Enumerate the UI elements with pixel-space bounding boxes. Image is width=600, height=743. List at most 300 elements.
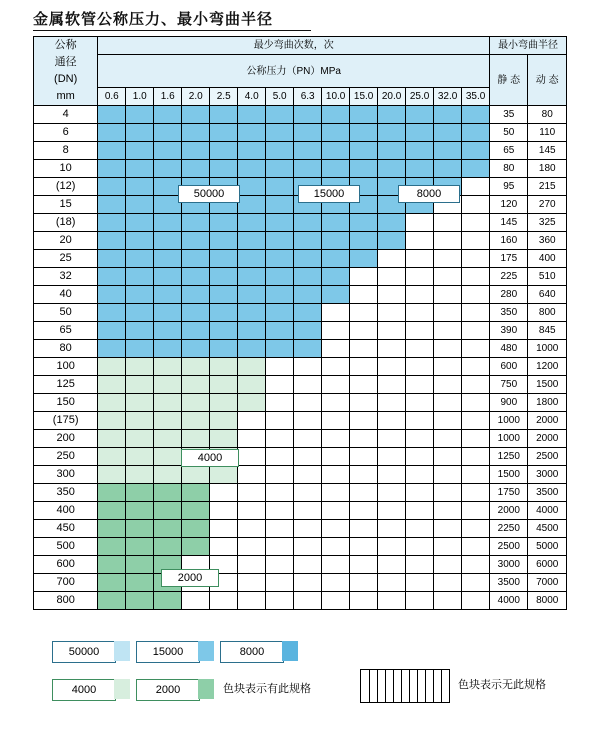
dn-value: 6 — [34, 124, 98, 142]
cell-(175)-25.0 — [406, 412, 434, 430]
cell-200-2.5 — [210, 430, 238, 448]
page-title: 金属软管公称压力、最小弯曲半径 — [33, 12, 274, 28]
cell-8-1.6 — [154, 142, 182, 160]
cell-400-2.0 — [182, 502, 210, 520]
static-radius: 1000 — [490, 430, 528, 448]
static-radius: 900 — [490, 394, 528, 412]
cell-(175)-15.0 — [350, 412, 378, 430]
cell-600-35.0 — [462, 556, 490, 574]
cell-400-0.6 — [98, 502, 126, 520]
cell-125-2.5 — [210, 376, 238, 394]
cell-65-20.0 — [378, 322, 406, 340]
table-row — [34, 358, 567, 376]
cell-10-6.3 — [294, 160, 322, 178]
cell-500-35.0 — [462, 538, 490, 556]
cell-50-5.0 — [266, 304, 294, 322]
cell-20-1.0 — [126, 232, 154, 250]
table-row — [34, 106, 567, 124]
hatch-line — [409, 670, 410, 702]
dn-value: 32 — [34, 268, 98, 286]
cell-(18)-0.6 — [98, 214, 126, 232]
legend-item-4000: 4000 — [52, 679, 116, 701]
cell-40-1.6 — [154, 286, 182, 304]
pressure-col-35.0: 35.0 — [462, 88, 490, 106]
static-radius: 80 — [490, 160, 528, 178]
cell-800-1.0 — [126, 592, 154, 610]
cell-300-25.0 — [406, 466, 434, 484]
cell-6-2.5 — [210, 124, 238, 142]
cell-20-6.3 — [294, 232, 322, 250]
pressure-col-4.0: 4.0 — [238, 88, 266, 106]
dn-value: 150 — [34, 394, 98, 412]
cell-65-15.0 — [350, 322, 378, 340]
cell-25-5.0 — [266, 250, 294, 268]
table-row — [34, 160, 567, 178]
cell-600-6.3 — [294, 556, 322, 574]
table-row — [34, 250, 567, 268]
cell-200-10.0 — [322, 430, 350, 448]
cell-400-6.3 — [294, 502, 322, 520]
cell-65-5.0 — [266, 322, 294, 340]
cell-125-25.0 — [406, 376, 434, 394]
cell-10-4.0 — [238, 160, 266, 178]
cell-300-35.0 — [462, 466, 490, 484]
cell-100-10.0 — [322, 358, 350, 376]
cell-80-32.0 — [434, 340, 462, 358]
cell-700-0.6 — [98, 574, 126, 592]
cell-100-15.0 — [350, 358, 378, 376]
cell-32-1.0 — [126, 268, 154, 286]
table-row — [34, 214, 567, 232]
table-row — [34, 430, 567, 448]
cell-800-35.0 — [462, 592, 490, 610]
cell-20-10.0 — [322, 232, 350, 250]
cell-20-2.5 — [210, 232, 238, 250]
legend-chip-green — [198, 679, 214, 699]
cell-4-1.6 — [154, 106, 182, 124]
cell-20-15.0 — [350, 232, 378, 250]
cell-6-6.3 — [294, 124, 322, 142]
static-radius: 50 — [490, 124, 528, 142]
dynamic-radius: 2000 — [528, 430, 567, 448]
cell-250-4.0 — [238, 448, 266, 466]
hatch-line — [433, 670, 434, 702]
cell-250-1.6 — [154, 448, 182, 466]
cell-700-15.0 — [350, 574, 378, 592]
cell-150-25.0 — [406, 394, 434, 412]
cell-(18)-25.0 — [406, 214, 434, 232]
dynamic-radius: 180 — [528, 160, 567, 178]
cell-100-2.0 — [182, 358, 210, 376]
cell-300-4.0 — [238, 466, 266, 484]
cell-80-25.0 — [406, 340, 434, 358]
cell-25-1.0 — [126, 250, 154, 268]
cell-450-10.0 — [322, 520, 350, 538]
cell-125-2.0 — [182, 376, 210, 394]
table-row — [34, 268, 567, 286]
cell-50-2.5 — [210, 304, 238, 322]
cell-15-1.0 — [126, 196, 154, 214]
cell-450-32.0 — [434, 520, 462, 538]
static-radius: 2250 — [490, 520, 528, 538]
cell-20-4.0 — [238, 232, 266, 250]
cell-350-2.0 — [182, 484, 210, 502]
cell-(175)-10.0 — [322, 412, 350, 430]
cell-125-35.0 — [462, 376, 490, 394]
table-row — [34, 304, 567, 322]
cell-(18)-2.5 — [210, 214, 238, 232]
cell-65-10.0 — [322, 322, 350, 340]
cell-15-0.6 — [98, 196, 126, 214]
dynamic-radius: 4000 — [528, 502, 567, 520]
dn-value: 15 — [34, 196, 98, 214]
cell-80-15.0 — [350, 340, 378, 358]
static-radius: 280 — [490, 286, 528, 304]
cell-(18)-35.0 — [462, 214, 490, 232]
cell-4-35.0 — [462, 106, 490, 124]
cell-350-6.3 — [294, 484, 322, 502]
cell-400-32.0 — [434, 502, 462, 520]
cell-150-5.0 — [266, 394, 294, 412]
cell-80-35.0 — [462, 340, 490, 358]
cell-65-0.6 — [98, 322, 126, 340]
cell-350-1.6 — [154, 484, 182, 502]
cell-25-2.0 — [182, 250, 210, 268]
table-row — [34, 286, 567, 304]
cell-32-15.0 — [350, 268, 378, 286]
cell-40-5.0 — [266, 286, 294, 304]
table-row — [34, 322, 567, 340]
legend-color-note: 色块表示有此规格 — [223, 683, 311, 695]
cell-(175)-2.5 — [210, 412, 238, 430]
cell-6-10.0 — [322, 124, 350, 142]
dn-value: 8 — [34, 142, 98, 160]
pressure-col-6.3: 6.3 — [294, 88, 322, 106]
cell-32-20.0 — [378, 268, 406, 286]
cell-125-1.0 — [126, 376, 154, 394]
cell-(18)-15.0 — [350, 214, 378, 232]
cell-800-32.0 — [434, 592, 462, 610]
table-row — [34, 232, 567, 250]
cell-350-35.0 — [462, 484, 490, 502]
cell-40-15.0 — [350, 286, 378, 304]
static-radius: 2500 — [490, 538, 528, 556]
cell-450-20.0 — [378, 520, 406, 538]
legend-item-8000: 8000 — [220, 641, 284, 663]
cell-20-2.0 — [182, 232, 210, 250]
table-row — [34, 466, 567, 484]
table-body — [34, 106, 567, 610]
cell-400-2.5 — [210, 502, 238, 520]
static-radius: 3500 — [490, 574, 528, 592]
cell-6-4.0 — [238, 124, 266, 142]
cell-10-15.0 — [350, 160, 378, 178]
cell-10-35.0 — [462, 160, 490, 178]
legend-item-50000: 50000 — [52, 641, 116, 663]
cell-150-2.0 — [182, 394, 210, 412]
cell-125-32.0 — [434, 376, 462, 394]
cell-600-4.0 — [238, 556, 266, 574]
cell-50-1.6 — [154, 304, 182, 322]
cell-500-0.6 — [98, 538, 126, 556]
cell-500-25.0 — [406, 538, 434, 556]
cell-125-10.0 — [322, 376, 350, 394]
dynamic-radius: 270 — [528, 196, 567, 214]
cell-500-4.0 — [238, 538, 266, 556]
cell-200-1.6 — [154, 430, 182, 448]
cell-300-1.0 — [126, 466, 154, 484]
dynamic-radius: 360 — [528, 232, 567, 250]
table-row — [34, 556, 567, 574]
dn-value: 4 — [34, 106, 98, 124]
cell-150-4.0 — [238, 394, 266, 412]
cell-4-20.0 — [378, 106, 406, 124]
cell-6-32.0 — [434, 124, 462, 142]
cell-600-1.0 — [126, 556, 154, 574]
cell-4-0.6 — [98, 106, 126, 124]
cell-(12)-5.0 — [266, 178, 294, 196]
static-radius: 95 — [490, 178, 528, 196]
cell-32-4.0 — [238, 268, 266, 286]
cell-(18)-2.0 — [182, 214, 210, 232]
cell-250-25.0 — [406, 448, 434, 466]
callout-8000: 8000 — [398, 185, 460, 203]
cell-500-1.0 — [126, 538, 154, 556]
radius-dynamic-header: 动 态 — [528, 55, 567, 106]
cell-32-1.6 — [154, 268, 182, 286]
cell-250-1.0 — [126, 448, 154, 466]
static-radius: 750 — [490, 376, 528, 394]
cell-350-15.0 — [350, 484, 378, 502]
cell-6-25.0 — [406, 124, 434, 142]
static-radius: 175 — [490, 250, 528, 268]
cell-50-4.0 — [238, 304, 266, 322]
cell-15-4.0 — [238, 196, 266, 214]
dynamic-radius: 1800 — [528, 394, 567, 412]
cell-500-5.0 — [266, 538, 294, 556]
cell-20-35.0 — [462, 232, 490, 250]
cell-6-1.0 — [126, 124, 154, 142]
cell-500-20.0 — [378, 538, 406, 556]
cell-15-5.0 — [266, 196, 294, 214]
cell-500-6.3 — [294, 538, 322, 556]
table-row — [34, 124, 567, 142]
cell-40-6.3 — [294, 286, 322, 304]
cell-25-2.5 — [210, 250, 238, 268]
radius-static-header: 静 态 — [490, 55, 528, 106]
cell-40-10.0 — [322, 286, 350, 304]
static-radius: 145 — [490, 214, 528, 232]
callout-50000: 50000 — [178, 185, 240, 203]
legend-chip-blue-dark — [282, 641, 298, 661]
cell-(18)-20.0 — [378, 214, 406, 232]
cell-(18)-1.0 — [126, 214, 154, 232]
cell-450-35.0 — [462, 520, 490, 538]
cell-8-10.0 — [322, 142, 350, 160]
legend-chip-green-light — [114, 679, 130, 699]
cell-450-2.5 — [210, 520, 238, 538]
cell-(175)-35.0 — [462, 412, 490, 430]
cell-50-35.0 — [462, 304, 490, 322]
cell-450-5.0 — [266, 520, 294, 538]
cell-8-20.0 — [378, 142, 406, 160]
static-radius: 35 — [490, 106, 528, 124]
cell-8-15.0 — [350, 142, 378, 160]
cell-400-20.0 — [378, 502, 406, 520]
cell-150-1.6 — [154, 394, 182, 412]
cell-200-5.0 — [266, 430, 294, 448]
cell-450-6.3 — [294, 520, 322, 538]
cell-6-20.0 — [378, 124, 406, 142]
pressure-col-1.0: 1.0 — [126, 88, 154, 106]
cell-500-2.5 — [210, 538, 238, 556]
cell-6-35.0 — [462, 124, 490, 142]
static-radius: 4000 — [490, 592, 528, 610]
cell-65-2.0 — [182, 322, 210, 340]
cell-65-4.0 — [238, 322, 266, 340]
cell-800-1.6 — [154, 592, 182, 610]
bend-radius-header: 最小弯曲半径 — [490, 37, 567, 55]
cell-100-6.3 — [294, 358, 322, 376]
dn-value: 50 — [34, 304, 98, 322]
cell-4-10.0 — [322, 106, 350, 124]
cell-80-0.6 — [98, 340, 126, 358]
cell-(12)-0.6 — [98, 178, 126, 196]
cell-125-20.0 — [378, 376, 406, 394]
cell-4-6.3 — [294, 106, 322, 124]
cell-6-1.6 — [154, 124, 182, 142]
static-radius: 480 — [490, 340, 528, 358]
cell-50-0.6 — [98, 304, 126, 322]
dn-value: (12) — [34, 178, 98, 196]
static-radius: 350 — [490, 304, 528, 322]
dn-value: 400 — [34, 502, 98, 520]
cell-700-32.0 — [434, 574, 462, 592]
cell-20-0.6 — [98, 232, 126, 250]
cell-65-32.0 — [434, 322, 462, 340]
dynamic-radius: 510 — [528, 268, 567, 286]
cell-250-15.0 — [350, 448, 378, 466]
cell-65-1.6 — [154, 322, 182, 340]
cell-800-15.0 — [350, 592, 378, 610]
cell-50-1.0 — [126, 304, 154, 322]
cell-6-0.6 — [98, 124, 126, 142]
cell-125-15.0 — [350, 376, 378, 394]
cell-32-0.6 — [98, 268, 126, 286]
legend-item-15000: 15000 — [136, 641, 200, 663]
pressure-col-25.0: 25.0 — [406, 88, 434, 106]
cell-800-5.0 — [266, 592, 294, 610]
cell-25-4.0 — [238, 250, 266, 268]
hatch-line — [393, 670, 394, 702]
cell-80-6.3 — [294, 340, 322, 358]
cell-300-1.6 — [154, 466, 182, 484]
dynamic-radius: 1500 — [528, 376, 567, 394]
cell-450-4.0 — [238, 520, 266, 538]
cell-300-20.0 — [378, 466, 406, 484]
cell-450-15.0 — [350, 520, 378, 538]
cell-(12)-1.0 — [126, 178, 154, 196]
cell-4-2.0 — [182, 106, 210, 124]
cell-25-0.6 — [98, 250, 126, 268]
cell-20-20.0 — [378, 232, 406, 250]
cell-50-10.0 — [322, 304, 350, 322]
cell-8-2.0 — [182, 142, 210, 160]
cell-4-5.0 — [266, 106, 294, 124]
cell-32-2.5 — [210, 268, 238, 286]
cell-250-20.0 — [378, 448, 406, 466]
legend-chip-blue — [198, 641, 214, 661]
cell-200-32.0 — [434, 430, 462, 448]
table-row — [34, 340, 567, 358]
pressure-col-15.0: 15.0 — [350, 88, 378, 106]
cell-10-2.0 — [182, 160, 210, 178]
cell-150-2.5 — [210, 394, 238, 412]
table-row — [34, 376, 567, 394]
cell-80-2.5 — [210, 340, 238, 358]
cell-8-1.0 — [126, 142, 154, 160]
cell-800-0.6 — [98, 592, 126, 610]
table-row — [34, 448, 567, 466]
cell-80-1.0 — [126, 340, 154, 358]
cell-700-5.0 — [266, 574, 294, 592]
cell-200-0.6 — [98, 430, 126, 448]
cell-450-2.0 — [182, 520, 210, 538]
cell-450-25.0 — [406, 520, 434, 538]
cell-100-5.0 — [266, 358, 294, 376]
table-header — [34, 37, 567, 106]
cell-25-35.0 — [462, 250, 490, 268]
cell-200-1.0 — [126, 430, 154, 448]
cell-250-10.0 — [322, 448, 350, 466]
cell-300-2.5 — [210, 466, 238, 484]
cell-(18)-6.3 — [294, 214, 322, 232]
cell-600-25.0 — [406, 556, 434, 574]
cell-20-5.0 — [266, 232, 294, 250]
pressure-col-0.6: 0.6 — [98, 88, 126, 106]
cell-800-4.0 — [238, 592, 266, 610]
cell-700-10.0 — [322, 574, 350, 592]
cell-400-4.0 — [238, 502, 266, 520]
cell-350-4.0 — [238, 484, 266, 502]
cell-700-20.0 — [378, 574, 406, 592]
cell-10-20.0 — [378, 160, 406, 178]
cell-350-2.5 — [210, 484, 238, 502]
cell-800-2.5 — [210, 592, 238, 610]
hatch-line — [385, 670, 386, 702]
dynamic-radius: 8000 — [528, 592, 567, 610]
cell-40-1.0 — [126, 286, 154, 304]
cell-(175)-5.0 — [266, 412, 294, 430]
static-radius: 390 — [490, 322, 528, 340]
dn-value: 200 — [34, 430, 98, 448]
cell-300-0.6 — [98, 466, 126, 484]
cell-25-10.0 — [322, 250, 350, 268]
cell-40-0.6 — [98, 286, 126, 304]
callout-4000: 4000 — [181, 449, 239, 467]
legend-hatch-sample — [360, 669, 450, 703]
cell-800-2.0 — [182, 592, 210, 610]
cell-80-5.0 — [266, 340, 294, 358]
pressure-col-20.0: 20.0 — [378, 88, 406, 106]
static-radius: 3000 — [490, 556, 528, 574]
cell-10-10.0 — [322, 160, 350, 178]
dn-header-line2: 通径 — [54, 56, 77, 68]
cell-350-0.6 — [98, 484, 126, 502]
cell-6-5.0 — [266, 124, 294, 142]
cell-200-20.0 — [378, 430, 406, 448]
cell-150-20.0 — [378, 394, 406, 412]
